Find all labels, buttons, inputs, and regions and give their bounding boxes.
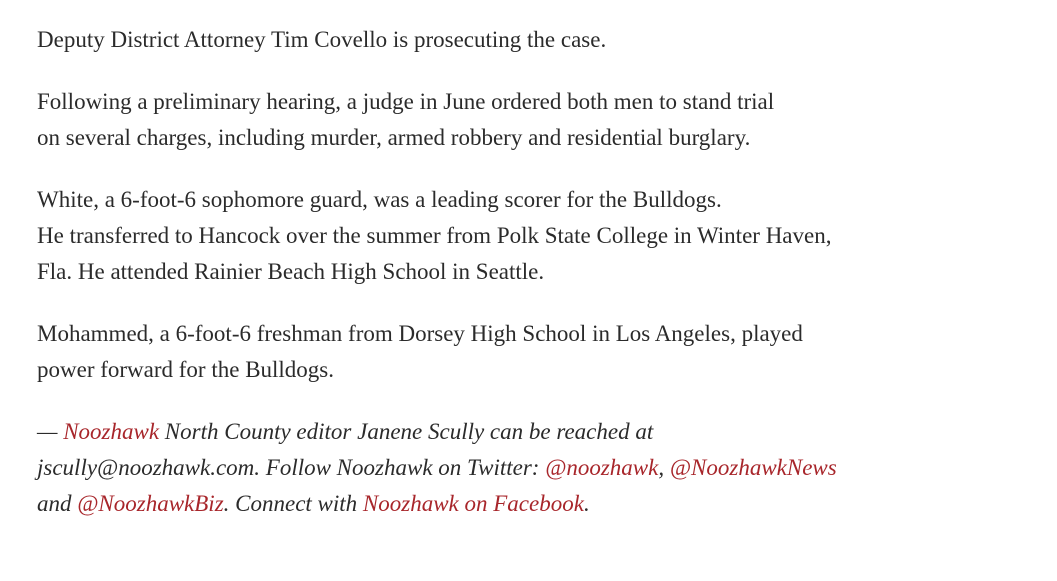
twitter-noozhawknews-link[interactable]: @NoozhawkNews <box>669 455 837 480</box>
paragraph-white <box>37 182 1047 290</box>
credit-line-2 <box>37 450 1047 486</box>
paragraph-line: power forward for the Bulldogs. <box>37 357 335 382</box>
paragraph-line: Following a preliminary hearing, a judge in June ordered both men to stand trial <box>37 89 775 114</box>
credit-connect: . Connect with <box>223 491 363 516</box>
credit-separator: , <box>658 455 670 480</box>
paragraph-line: Mohammed, a 6-foot-6 freshman from Dorsey High School in Los Angeles, played <box>37 321 803 346</box>
paragraph-prosecutor <box>37 22 1047 58</box>
credit-line-1 <box>37 414 1047 450</box>
author-credit <box>37 414 1047 522</box>
credit-line-3 <box>37 486 1047 522</box>
paragraph-line: Fla. He attended Rainier Beach High School in Seattle. <box>37 259 545 284</box>
twitter-noozhawkbiz-link[interactable]: @NoozhawkBiz <box>77 491 224 516</box>
credit-dash: — <box>37 419 64 444</box>
paragraph-preliminary-hearing <box>37 84 1047 156</box>
noozhawk-link[interactable]: Noozhawk <box>63 419 160 444</box>
paragraph-line: He transferred to Hancock over the summer from Polk State College in Winter Haven, <box>37 223 832 248</box>
article-body <box>37 22 1047 522</box>
paragraph-mohammed <box>37 316 1047 388</box>
paragraph-line: White, a 6-foot-6 sophomore guard, was a leading scorer for the Bulldogs. <box>37 187 722 212</box>
facebook-link[interactable]: Noozhawk on Facebook <box>362 491 584 516</box>
credit-email-text: jscully@noozhawk.com. Follow Noozhawk on Twitter: <box>37 455 546 480</box>
credit-and: and <box>37 491 78 516</box>
paragraph-line: on several charges, including murder, armed robbery and residential burglary. <box>37 125 751 150</box>
credit-end: . <box>583 491 590 516</box>
paragraph-line: Deputy District Attorney Tim Covello is prosecuting the case. <box>37 27 607 52</box>
twitter-noozhawk-link[interactable]: @noozhawk <box>545 455 659 480</box>
credit-text: North County editor Janene Scully can be reached at <box>159 419 654 444</box>
